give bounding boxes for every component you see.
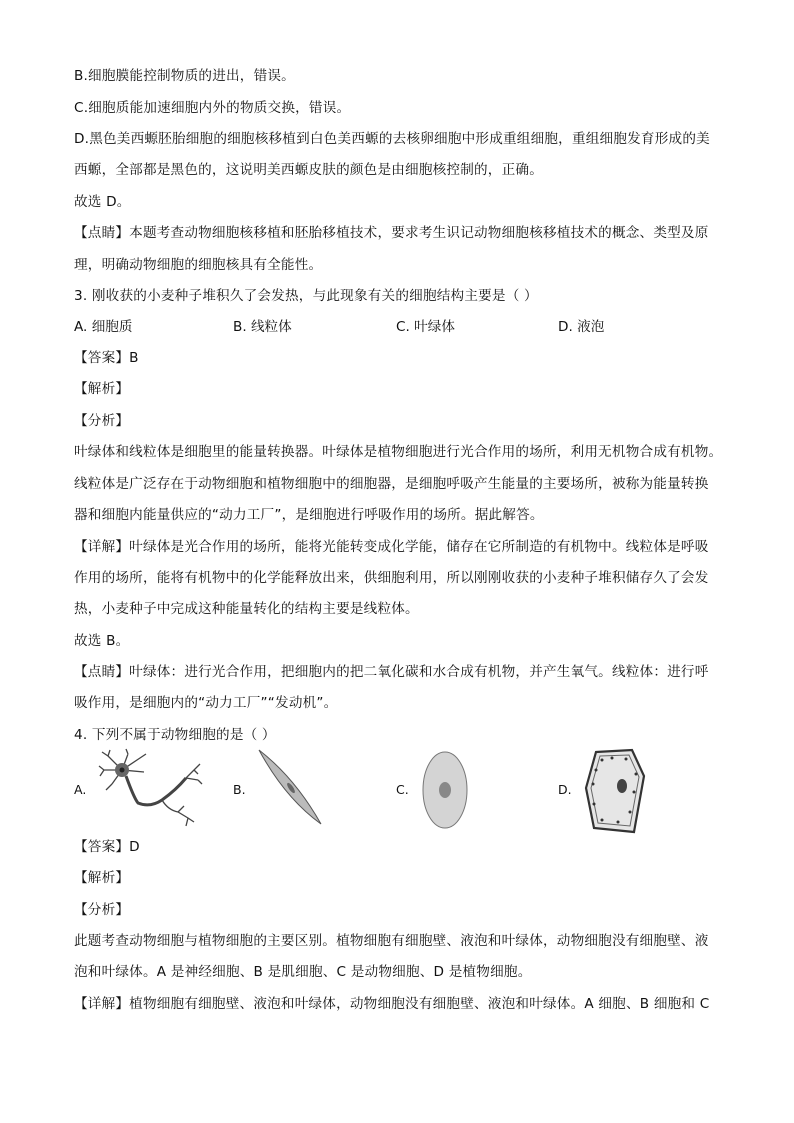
text-line: C.细胞质能加速细胞内外的物质交换，错误。 <box>74 100 351 116</box>
text-line: 泡和叶绿体。A 是神经细胞、B 是肌细胞、C 是动物细胞、D 是植物细胞。 <box>74 964 532 980</box>
text-line: 理，明确动物细胞的细胞核具有全能性。 <box>74 257 323 273</box>
option-b: B. 线粒体 <box>233 319 292 335</box>
text-line: 作用的场所，能将有机物中的化学能释放出来，供细胞利用，所以刚刚收获的小麦种子堆积储存久了会发 <box>74 570 709 586</box>
section-label: 【分析】 <box>74 413 130 429</box>
answer-label: 【答案】D <box>74 839 140 855</box>
question-4: 4. 下列不属于动物细胞的是（ ） <box>74 727 276 743</box>
text-line: 此题考查动物细胞与植物细胞的主要区别。植物细胞有细胞壁、液泡和叶绿体，动物细胞没有细胞壁、液 <box>74 933 709 949</box>
text-line: D.黑色美西螈胚胎细胞的细胞核移植到白色美西螈的去核卵细胞中形成重组细胞，重组细胞发育形成的美 <box>74 131 710 147</box>
text-line: 【点睛】叶绿体：进行光合作用，把细胞内的把二氧化碳和水合成有机物，并产生氧气。线粒体：进行呼 <box>74 664 709 680</box>
text-line: 热，小麦种子中完成这种能量转化的结构主要是线粒体。 <box>74 601 419 617</box>
text-line: 【详解】叶绿体是光合作用的场所，能将光能转变成化学能，储存在它所制造的有机物中。线粒体是呼吸 <box>74 539 709 555</box>
muscle-cell-icon <box>255 748 325 828</box>
figure-a <box>74 748 204 838</box>
text-line: 吸作用，是细胞内的“动力工厂”“发动机”。 <box>74 695 338 711</box>
text-line: 【详解】植物细胞有细胞壁、液泡和叶绿体，动物细胞没有细胞壁、液泡和叶绿体。A 细胞、B 细胞和 C <box>74 996 710 1012</box>
figure-c-label: C. <box>396 782 409 797</box>
option-c: C. 叶绿体 <box>396 319 455 335</box>
text-line: 器和细胞内能量供应的“动力工厂”，是细胞进行呼吸作用的场所。据此解答。 <box>74 507 544 523</box>
neuron-cell-icon <box>98 748 204 828</box>
text-line: 线粒体是广泛存在于动物细胞和植物细胞中的细胞器，是细胞呼吸产生能量的主要场所，被称为能量转换 <box>74 476 709 492</box>
figure-d-label: D. <box>558 782 572 797</box>
plant-cell-icon <box>582 748 648 836</box>
text-line: B.细胞膜能控制物质的进出，错误。 <box>74 68 295 84</box>
animal-cell-icon <box>420 748 470 832</box>
text-line: 故选 B。 <box>74 633 130 649</box>
figure-a-label: A. <box>74 782 87 797</box>
figure-b <box>233 748 333 838</box>
section-label: 【分析】 <box>74 902 130 918</box>
text-line: 叶绿体和线粒体是细胞里的能量转换器。叶绿体是植物细胞进行光合作用的场所，利用无机物合成有机物。 <box>74 444 723 460</box>
text-line: 【点睛】本题考查动物细胞核移植和胚胎移植技术，要求考生识记动物细胞核移植技术的概念、类型及原 <box>74 225 709 241</box>
figure-c <box>396 748 496 838</box>
analysis-label: 【解析】 <box>74 870 130 886</box>
text-line: 故选 D。 <box>74 194 131 210</box>
option-d: D. 液泡 <box>558 319 605 335</box>
option-a: A. 细胞质 <box>74 319 133 335</box>
text-line: 西螈，全部都是黑色的，这说明美西螈皮肤的颜色是由细胞核控制的，正确。 <box>74 162 543 178</box>
figure-d <box>558 748 668 838</box>
question-3: 3. 刚收获的小麦种子堆积久了会发热，与此现象有关的细胞结构主要是（ ） <box>74 288 538 304</box>
figure-b-label: B. <box>233 782 246 797</box>
answer-label: 【答案】B <box>74 350 139 366</box>
analysis-label: 【解析】 <box>74 381 130 397</box>
